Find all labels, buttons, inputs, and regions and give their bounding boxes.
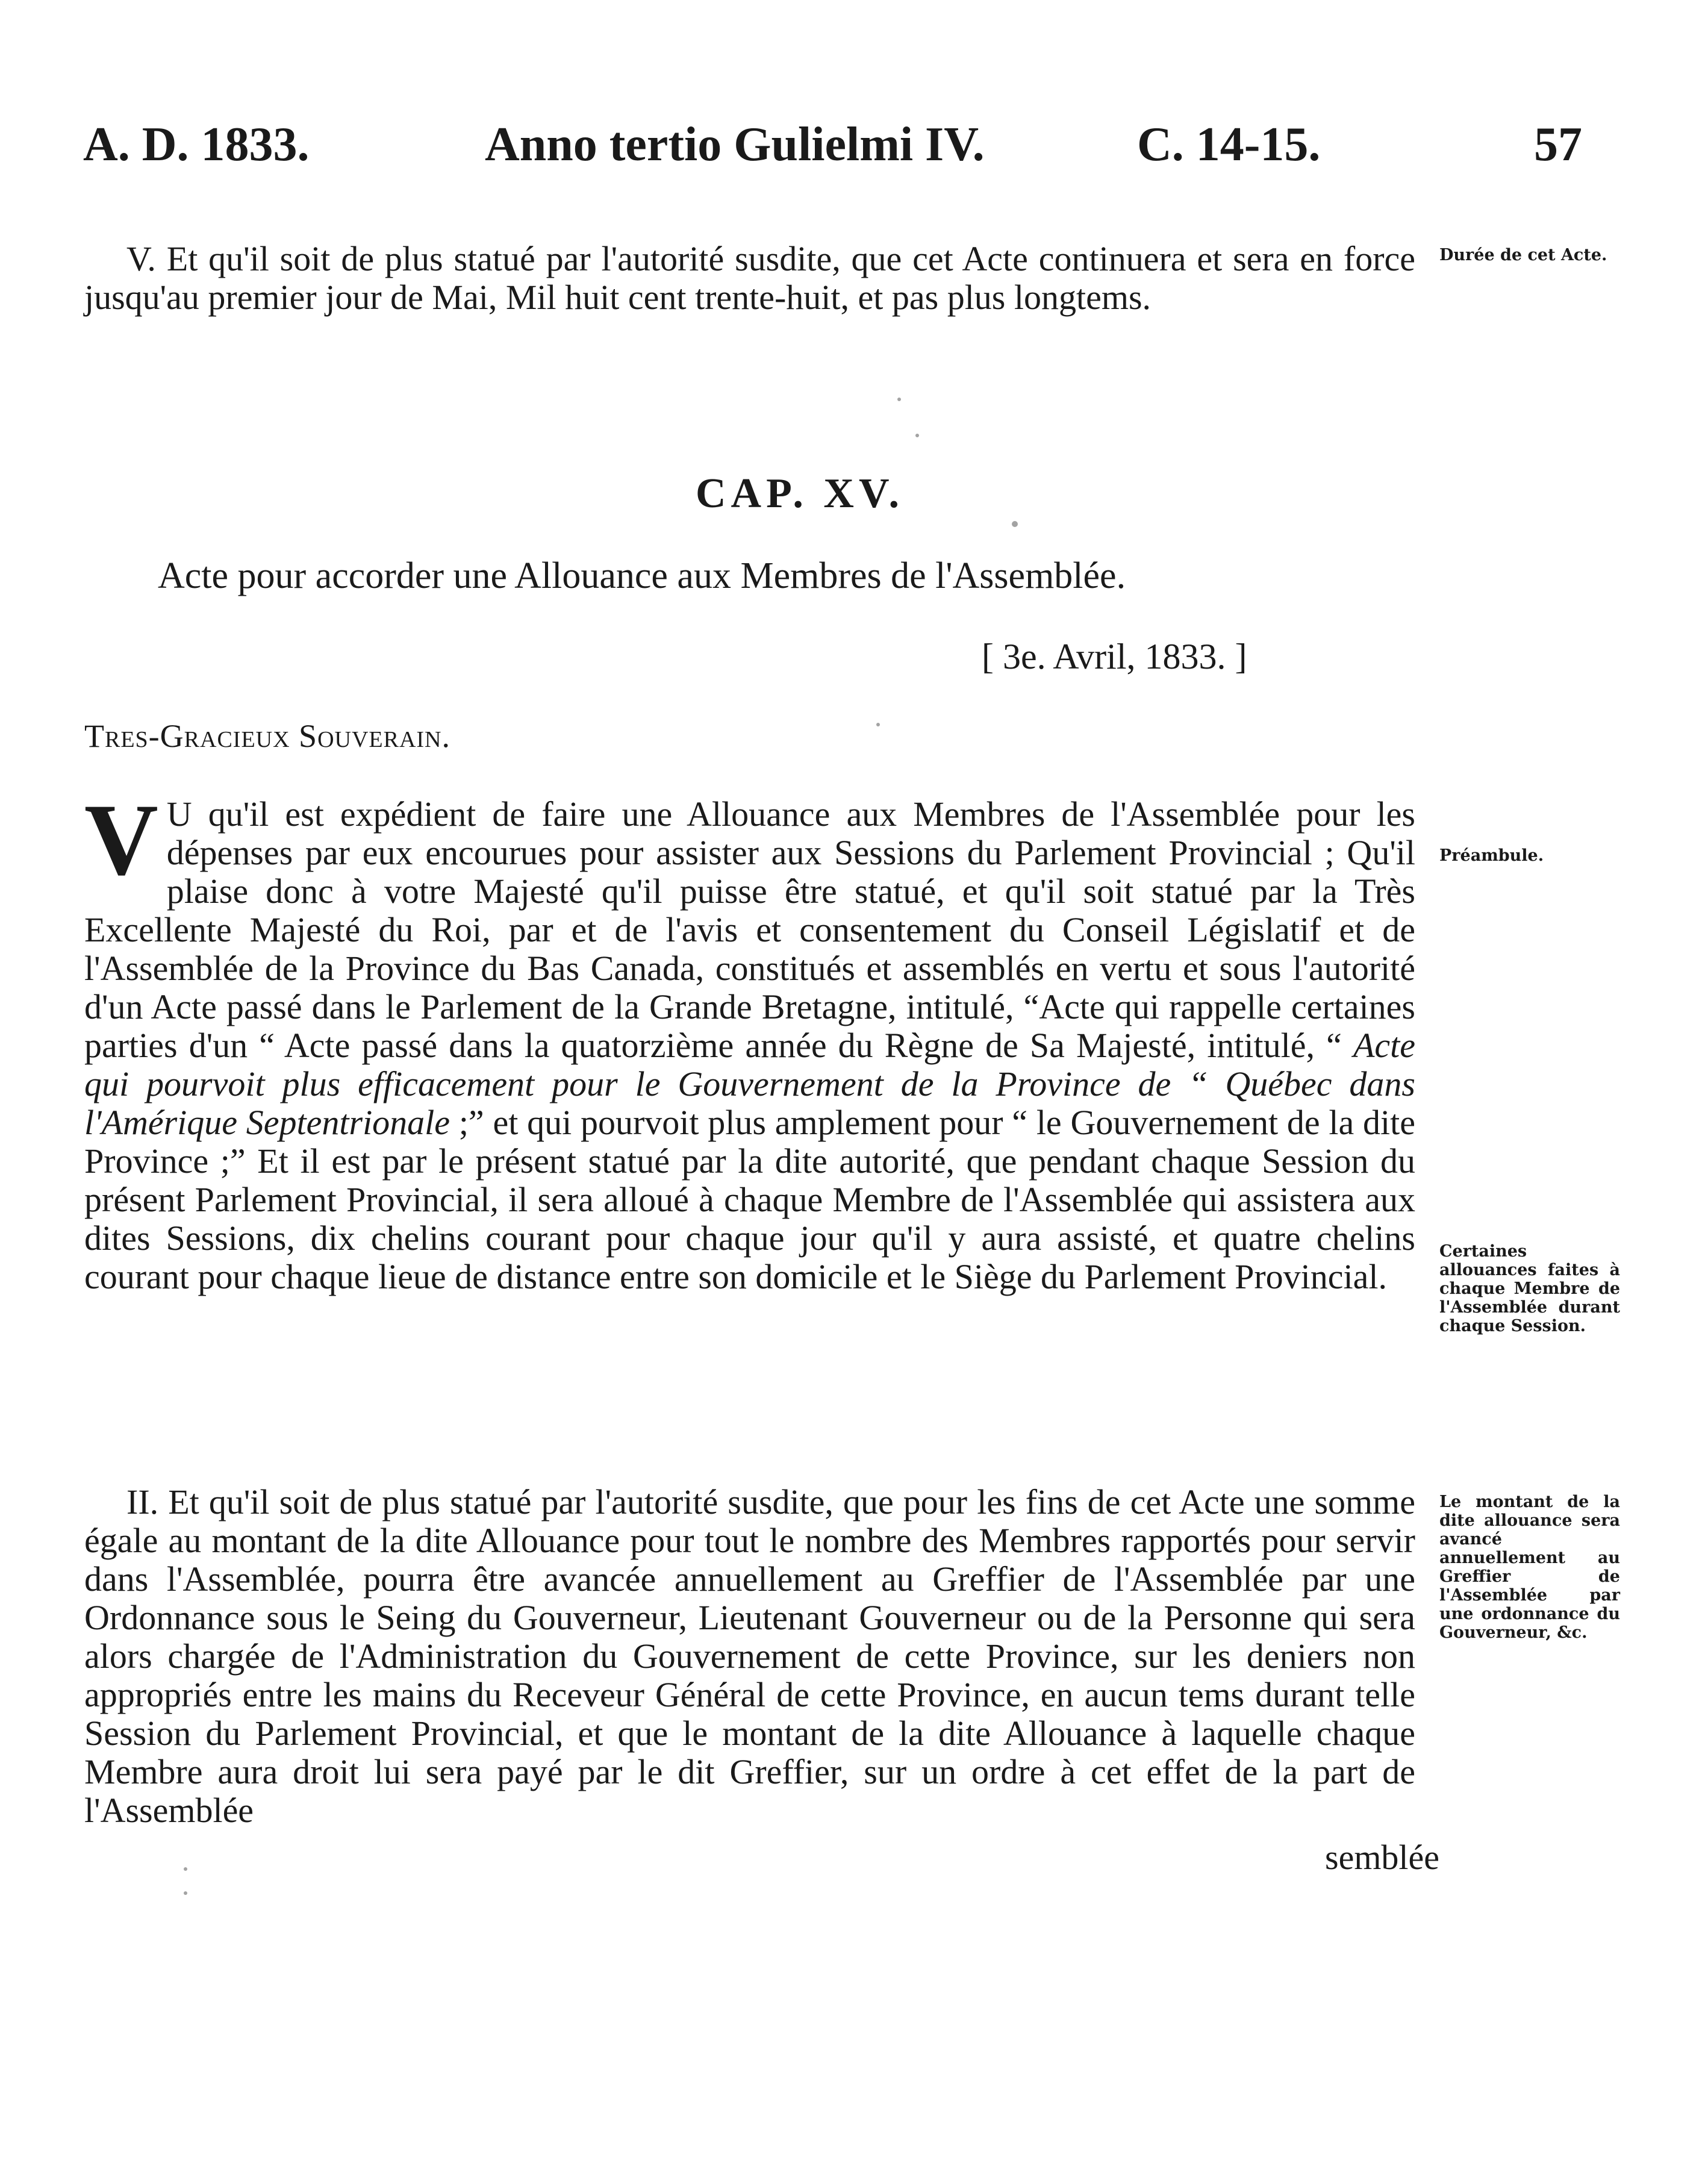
header-year: A. D. 1833. (83, 118, 310, 171)
page-number: 57 (1534, 118, 1582, 171)
act-title: Acte pour accorder une Allouance aux Membres de l'Assemblée. (158, 555, 1126, 596)
margin-note-montant: Le montant de la dite allouance sera avancé annuellement au Greffier de l'Assemblée par une ordonnance du Gouverneur, &c. (1439, 1493, 1620, 1642)
print-speck (184, 1867, 187, 1871)
margin-note-allouances: Certaines allouances faites à chaque Membre de l'Assemblée durant chaque Session. (1439, 1242, 1620, 1335)
print-speck (915, 434, 919, 437)
print-speck (876, 723, 880, 726)
header-regnal-title: Anno tertio Gulielmi IV. (485, 118, 985, 171)
margin-note-preamble: Préambule. (1439, 846, 1544, 865)
preamble-paragraph (84, 783, 1416, 1296)
header-chapter-range: C. 14-15. (1137, 118, 1321, 171)
margin-note-duree: Durée de cet Acte. (1439, 246, 1607, 264)
drop-cap-letter: V (84, 783, 158, 896)
print-speck (1012, 521, 1018, 527)
print-speck (897, 398, 901, 401)
act-date: [ 3e. Avril, 1833. ] (982, 637, 1247, 676)
preamble-text-part2: ;” et qui pourvoit plus amplement pour “ le Gouvernement de la dite Province ;” Et il est par le présent statué par la dite autorité, que pendant chaque Session du présent Parlement Provincial, il sera alloué à chaque Membre de l'Assemblée qui assistera aux dites Sessions, dix chelins courant pour chaque jour qu'il y aura assisté, et quatre chelins courant pour chaque lieue de distance entre son domicile et le Siège du Parlement Provincial. (84, 1103, 1416, 1296)
section-ii-paragraph: II. Et qu'il soit de plus statué par l'autorité susdite, que pour les fins de cet Acte une somme égale au montant de la dite Allouance pour tout le nombre des Membres rapportés pour servir dans l'Assemblée, pourra être avancée annuellement au Greffier de l'Assemblée par une Ordonnance sous le Seing du Gouverneur, Lieutenant Gouverneur ou de la Personne qui sera alors chargée de l'Administration du Gouvernement de cette Province, sur les deniers non appropriés entre les mains du Receveur Général de cette Province, en aucun tems durant telle Session du Parlement Provincial, et que le montant de la dite Allouance à laquelle chaque Membre aura droit lui sera payé par le dit Greffier, sur un ordre à cet effet de la part de l'Assemblée (84, 1482, 1415, 1830)
chapter-heading: CAP. XV. (695, 470, 905, 517)
print-speck (184, 1891, 187, 1895)
preamble-text-part1: U qu'il est expédient de faire une Allouance aux Membres de l'Assemblée pour les dépenses par eux encourues pour assister aux Sessions du Parlement Provincial ; Qu'il plaise donc à votre Majesté qu'il puisse être statué, et qu'il soit statué par la Très Excellente Majesté du Roi, par et de l'avis et consentement du Conseil Législatif et de l'Assemblée de la Province du Bas Canada, constitués et assemblés en vertu et sous l'autorité d'un Acte passé dans le Parlement de la Grande Bretagne, intitulé, “Acte qui rappelle certaines parties d'un “ Acte passé dans la quatorzième année du Règne de Sa Majesté, intitulé, “ (84, 794, 1415, 1065)
salutation: Tres-Gracieux Souverain. (84, 718, 450, 754)
preamble-cited-title: Acte qui pourvoit plus efficacement pour le Gouvernement de la Province de “ Québec dans l'Amérique Septentrionale (84, 1026, 1415, 1142)
section-v-paragraph: V. Et qu'il soit de plus statué par l'autorité susdite, que cet Acte continuera et sera en force jusqu'au premier jour de Mai, Mil huit cent trente-huit, et pas plus longtems. (84, 239, 1415, 317)
catchword: semblée (1325, 1838, 1440, 1877)
